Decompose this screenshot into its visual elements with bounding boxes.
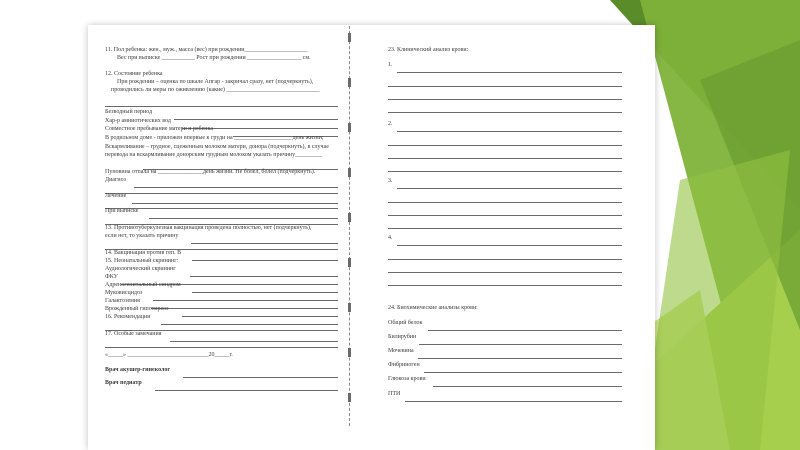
form-text-line: Безводный период	[105, 109, 153, 115]
form-fill-line	[182, 316, 338, 317]
form-text-line: 12. Состояние ребенка	[105, 71, 163, 77]
form-text-line: 2.	[388, 121, 393, 127]
form-text-line: «_____» ___________________________20_____г.	[105, 352, 233, 358]
form-fill-line	[174, 119, 338, 120]
form-text-line: Врач акушер-гинеколог	[105, 367, 171, 373]
form-text-line: Врожденный гипотиреоз	[105, 306, 169, 312]
form-fill-line	[155, 390, 338, 391]
form-text-line: Билирубин	[388, 334, 417, 340]
form-fill-line	[388, 259, 622, 260]
form-fill-line	[192, 260, 338, 261]
fold-mark	[348, 393, 351, 402]
form-text-line: 11. Пол ребенка: жен., муж., масса (вес) при рождении_____________________	[105, 47, 308, 53]
form-text-line: проводились ли меры по оживлению (какие) _______________________________	[111, 87, 320, 93]
form-text-line: Муковисцидоз	[105, 290, 143, 296]
form-text-line: При рождении – оценка по шкале Апгар - закричал сразу, нет (подчеркнуть),	[117, 79, 314, 85]
form-text-line: Диагноз	[105, 177, 127, 183]
form-fill-line	[388, 158, 622, 159]
form-fill-line	[405, 401, 622, 402]
form-text-line: Галактоземия	[105, 298, 140, 304]
form-text-line: 3.	[388, 178, 393, 184]
fold-mark	[348, 258, 351, 267]
form-fill-line	[397, 72, 622, 73]
form-text-line: 15. Неонатальный скрининг:	[105, 258, 179, 264]
form-fill-line	[191, 243, 338, 244]
form-text-line: 14. Вакцинация против геп. В	[105, 250, 182, 256]
form-text-line: Аудиологический скрининг	[105, 266, 176, 272]
form-text-line: Пуповина отпала на _______________день жизни. Не болел, болел (подчеркнуть).	[105, 169, 316, 175]
form-fill-line	[388, 202, 622, 203]
form-text-line: 17. Особые замечания	[105, 331, 162, 337]
form-fill-line	[105, 193, 338, 194]
form-text-line: 13. Противотуберкулезная вакцинация проведена полностью, нет (подчеркнуть),	[105, 225, 312, 231]
form-text-line: 24. Биохимические анализы крови:	[388, 305, 478, 311]
fold-mark	[348, 303, 351, 312]
form-fill-line	[170, 341, 338, 342]
form-fill-line	[388, 215, 622, 216]
form-text-line: 16. Рекомендации	[105, 314, 151, 320]
form-text-line: При выписке	[105, 208, 139, 214]
form-text-line: 4.	[388, 235, 393, 241]
form-fill-line	[424, 372, 622, 373]
form-fill-line	[388, 285, 622, 286]
form-text-line: ПТИ	[388, 391, 401, 397]
form-fill-line	[161, 324, 338, 325]
form-fill-line	[134, 187, 338, 188]
form-fill-line	[388, 228, 622, 229]
form-fill-line	[105, 208, 338, 209]
form-fill-line	[397, 131, 622, 132]
fold-mark	[348, 123, 351, 132]
form-text-line: 23. Клинический анализ крови:	[388, 47, 469, 53]
form-fill-line	[153, 300, 338, 301]
form-fill-line	[428, 330, 622, 331]
form-text-line: Фибриноген	[388, 362, 420, 368]
form-fill-line	[397, 188, 622, 189]
form-fill-line	[190, 276, 338, 277]
form-fill-line	[388, 171, 622, 172]
form-text-line: Вес при выписке ___________ Рост при рождении __________________ см.	[117, 55, 311, 61]
form-text-line: 1.	[388, 62, 393, 68]
form-text-line: Общий белок	[388, 320, 423, 326]
form-text-line: Лечение	[105, 193, 127, 199]
form-fill-line	[397, 245, 622, 246]
form-fill-line	[388, 272, 622, 273]
form-fill-line	[183, 377, 338, 378]
form-text-line: Хар-р амниотических вод	[105, 118, 171, 124]
form-fill-line	[388, 112, 622, 113]
fold-mark	[348, 348, 351, 357]
form-text-line: В родильном доме - приложен впервые к груди на ___________________ день жизни;	[105, 135, 324, 141]
form-text-line: ФКУ	[105, 274, 118, 280]
form-text-line: Совместное пребывание матери и ребенка	[105, 126, 214, 132]
form-fill-line	[149, 218, 338, 219]
form-fill-line	[388, 99, 622, 100]
form-text-line: если нет, то указать причину	[105, 233, 179, 239]
form-text-line: Глюкоза крови	[388, 376, 426, 382]
form-text-line: Адреногенитальный синдром	[105, 282, 181, 288]
fold-mark	[348, 168, 351, 177]
form-text-line: Вскармливание – грудное, сцеженным молоком матери, донора (подчеркнуть), в случае	[105, 144, 329, 150]
form-fill-line	[418, 358, 622, 359]
fold-mark	[348, 213, 351, 222]
form-fill-line	[388, 86, 622, 87]
form-text-line: Мочевина	[388, 348, 414, 354]
form-fill-line	[151, 308, 338, 309]
form-fill-line	[419, 344, 622, 345]
form-fill-line	[433, 386, 622, 387]
form-fill-line	[105, 347, 338, 348]
form-text-line: перевода на вскармливание донорским грудным молоком указать причину_________	[105, 152, 323, 158]
form-fill-line	[192, 292, 338, 293]
fold-mark	[348, 33, 351, 42]
form-fill-line	[388, 145, 622, 146]
fold-mark	[348, 78, 351, 87]
form-text-line: Врач педиатр	[105, 380, 142, 386]
form-fill-line	[132, 203, 338, 204]
form-fill-line	[105, 106, 338, 107]
